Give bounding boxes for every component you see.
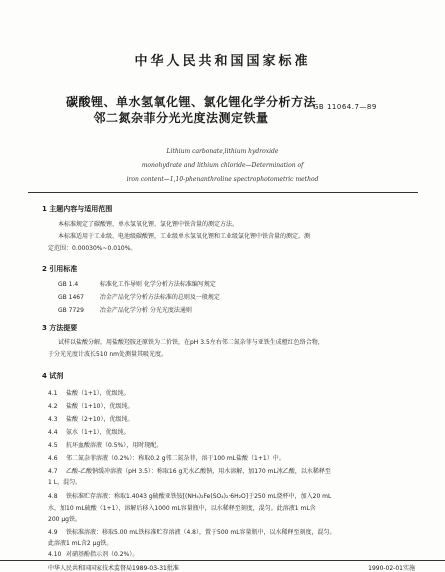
- reference-title: 冶金产品化学分析方法标准的总则及一般规定: [99, 294, 220, 301]
- reagent-text: 盐酸（1+1），优级纯。: [66, 390, 130, 397]
- title-line-2: 邻二氮杂菲分光光度法测定铁量: [93, 111, 269, 125]
- reagent-item: [48, 440, 162, 449]
- reagent-item: [48, 427, 130, 436]
- implementation-date: 1990-02-01实施: [368, 565, 415, 572]
- section-1-heading: 1 主题内容与适用范围: [42, 205, 113, 213]
- reagent-number: 4.8: [48, 493, 58, 500]
- reagent-item-continuation: [48, 514, 81, 523]
- section-3-paragraph-1: 试样以盐酸分解，用盐酸羟胺还原铁为二价铁，在pH 3.5左右邻二氮杂菲与亚铁生成橙红色络合物，: [58, 339, 324, 346]
- reagent-item: [48, 466, 331, 475]
- reference-title: 冶金产品化学分析 分光光度法通则: [99, 307, 192, 314]
- reagent-text: 铁标准贮存溶液：称取1.4043 g硫酸亚铁铵[(NH₄)₂Fe(SO₄)₂·6H₂O]于250 mL烧杯中，加入20 mL: [66, 493, 332, 500]
- english-title-line-1: Lithium carbonate,lithium hydroxide: [166, 148, 279, 155]
- reagent-item: [48, 388, 130, 397]
- section-1-paragraph-1: 本标准规定了碳酸锂、单水氢氧化锂、氯化锂中铁含量的测定方法。: [58, 221, 239, 228]
- reagent-item-continuation: [48, 503, 316, 512]
- reagent-text: 抗坏血酸溶液（0.5%），用时现配。: [66, 442, 163, 449]
- reference-item: [58, 305, 192, 314]
- standard-number: GB 11064.7—89: [313, 103, 377, 111]
- reference-item: [58, 279, 216, 288]
- reagent-text: 水，加10 mL硫酸（1+1），溶解后移入1000 mL容量瓶中，以水稀释至刻度，混匀。此溶液1 mL含: [48, 505, 316, 512]
- standard-header: 中华人民共和国国家标准: [134, 54, 311, 69]
- reagent-text: 1 L，混匀。: [48, 479, 82, 486]
- reagent-text: 铁标准溶液：移取5.00 mL铁标准贮存溶液（4.8），置于500 mL容量瓶中，以水稀释至刻度，混匀。: [66, 529, 336, 536]
- section-1-paragraph-2: 本标准适用于工业级、电池级碳酸锂，工业级单水氢氧化锂和工业级氯化锂中铁含量的测定。测: [58, 233, 311, 240]
- section-3-paragraph-2: 于分光光度计波长510 nm处测量其吸光度。: [48, 351, 168, 358]
- reagent-text: 邻二氮杂菲溶液（0.2%）：称取0.2 g邻二氮杂菲，溶于100 mL盐酸（1+1）中。: [66, 455, 285, 462]
- reagent-item: [48, 491, 331, 500]
- reagent-text: 对硝基酚指示剂（0.2%）。: [66, 551, 139, 558]
- reagent-number: 4.5: [48, 442, 58, 449]
- reagent-item: [48, 549, 138, 558]
- reference-code: GB 1.4: [58, 281, 79, 288]
- reference-code: GB 7729: [58, 307, 84, 314]
- section-2-heading: 2 引用标准: [42, 265, 78, 273]
- approval-note: 中华人民共和国国家技术监督局1989-03-31批准: [48, 565, 179, 572]
- reagent-number: 4.7: [48, 468, 58, 475]
- reagent-number: 4.6: [48, 455, 58, 462]
- title-line-1: 碳酸锂、单水氢氧化锂、氯化锂化学分析方法: [66, 95, 317, 109]
- reagent-text: 此溶液1 mL含2 μg铁。: [48, 540, 113, 547]
- reference-title: 标准化工作导则 化学分析方法标准编写规定: [99, 281, 216, 288]
- english-title-line-2: monohydrate and lithium chloride—Determination of: [141, 162, 304, 169]
- section-4-heading: 4 试剂: [42, 372, 64, 380]
- reagent-number: 4.9: [48, 529, 58, 536]
- reference-code: GB 1467: [58, 294, 84, 301]
- section-3-heading: 3 方法提要: [42, 324, 78, 332]
- reagent-item-continuation: [48, 477, 81, 486]
- reference-item: [58, 292, 220, 301]
- reagent-text: 200 μg铁。: [48, 516, 81, 523]
- reagent-number: 4.10: [48, 551, 62, 558]
- english-title-line-3: iron content—1,10-phenanthroline spectrophotometric method: [126, 176, 319, 183]
- section-1-paragraph-3: 定范围：0.00030%~0.010%。: [48, 245, 137, 252]
- reagent-number: 4.1: [48, 390, 58, 397]
- title-divider: [28, 192, 418, 193]
- reagent-text: 氨水（1+1），优级纯。: [66, 429, 130, 436]
- reagent-number: 4.2: [48, 403, 58, 410]
- reagent-item: [48, 401, 133, 410]
- reagent-number: 4.4: [48, 429, 58, 436]
- reagent-item-continuation: [48, 538, 112, 547]
- reagent-item: [48, 414, 133, 423]
- reagent-text: 盐酸（2+10），优级纯。: [66, 416, 134, 423]
- reagent-text: 乙酸-乙酸钠缓冲溶液（pH 3.5）：称取16 g无水乙酸钠，用水溶解，加170 mL冰乙酸，以水稀释至: [66, 468, 331, 475]
- reagent-item: [48, 527, 336, 536]
- reagent-number: 4.3: [48, 416, 58, 423]
- reagent-text: 盐酸（1+10），优级纯。: [66, 403, 134, 410]
- reagent-item: [48, 453, 285, 462]
- page-footer: [0, 560, 445, 572]
